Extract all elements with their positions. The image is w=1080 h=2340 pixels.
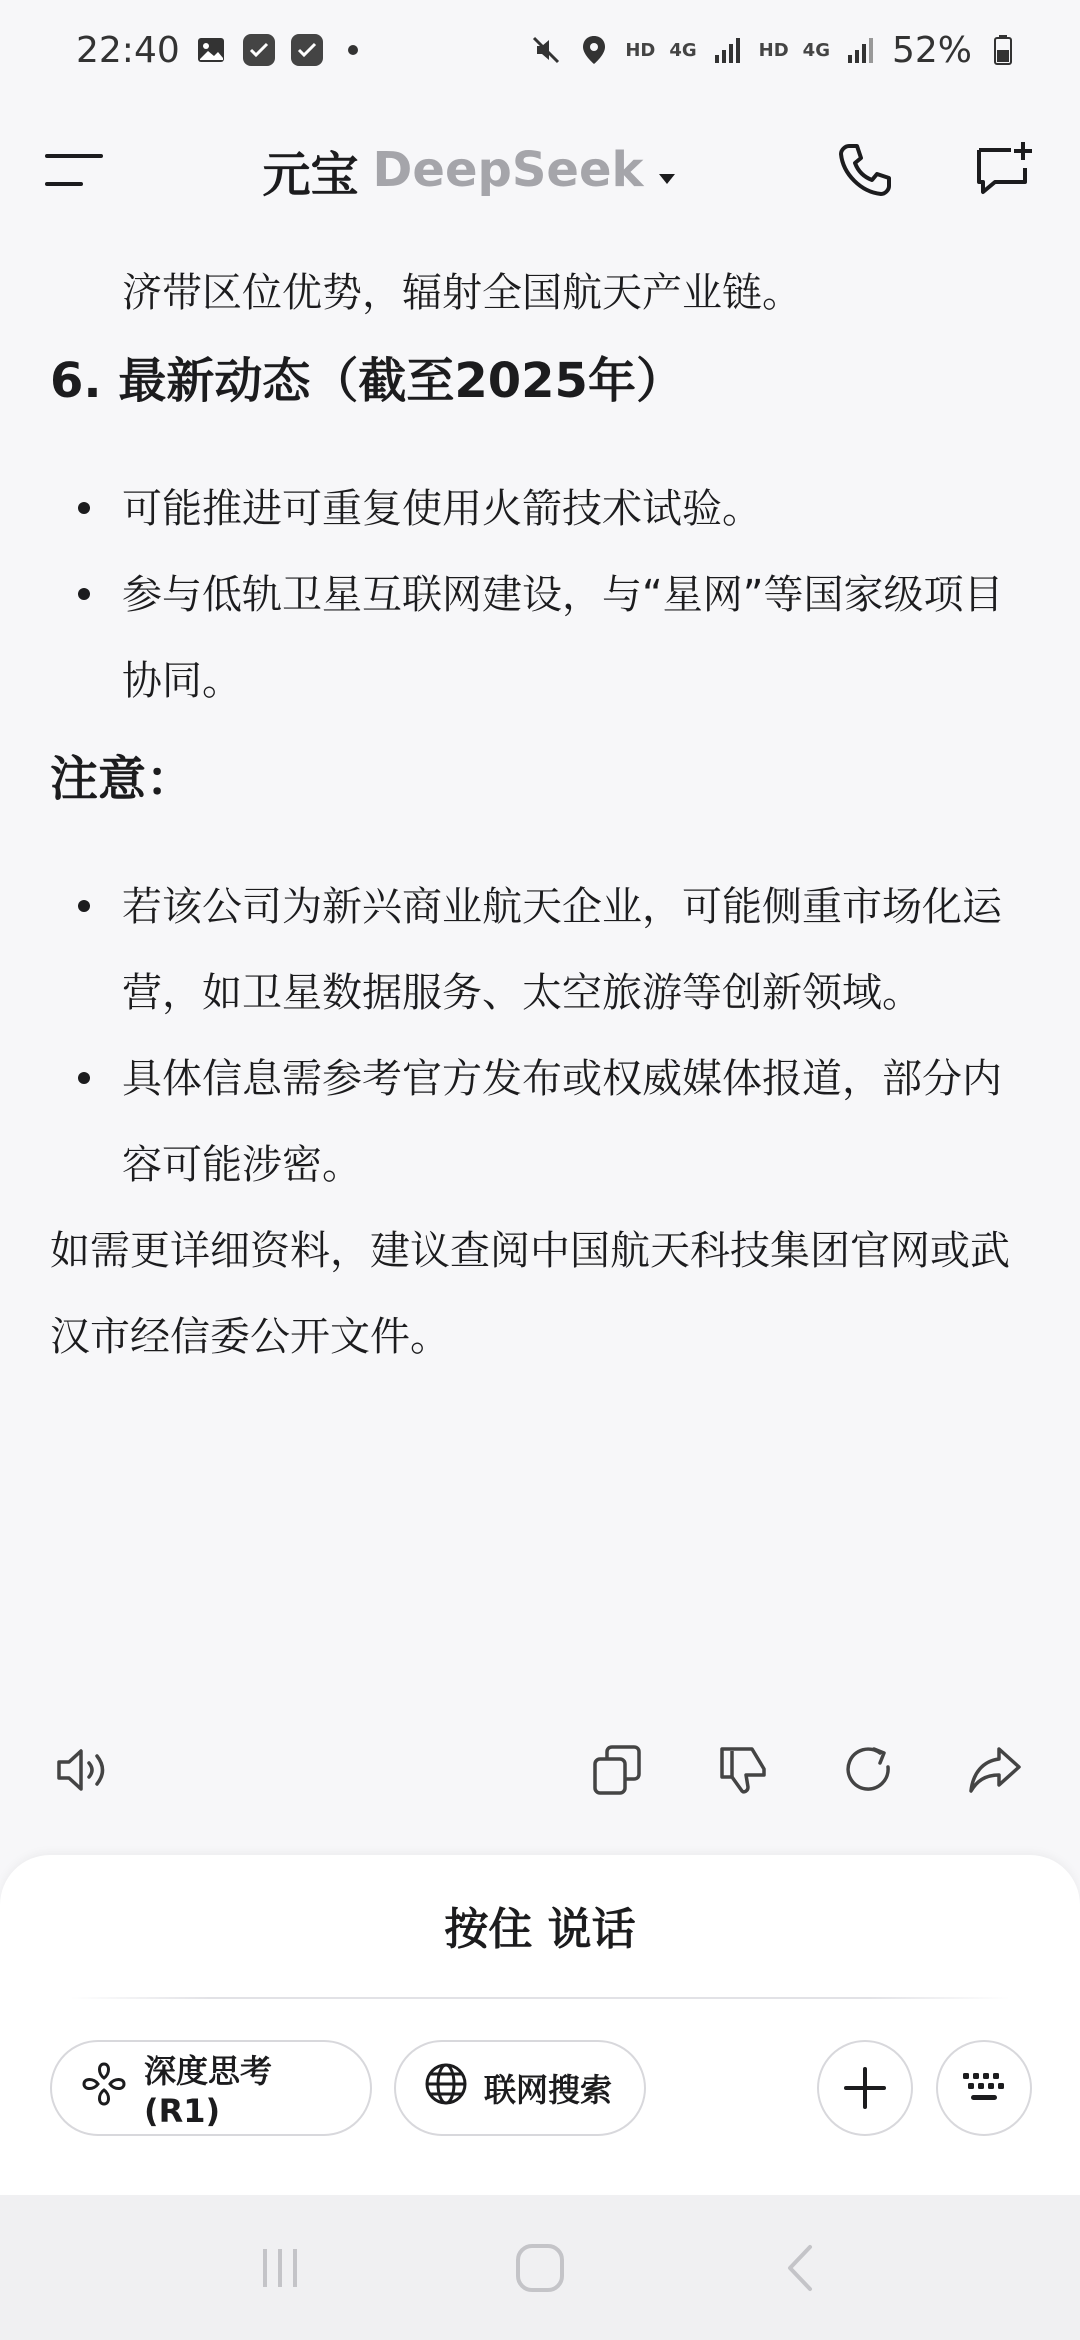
new-chat-button[interactable] — [970, 135, 1040, 205]
list-item: 具体信息需参考官方发布或权威媒体报道，部分内容可能涉密。 — [50, 1036, 1030, 1208]
thumbs-down-button[interactable] — [708, 1735, 778, 1805]
deep-think-toggle[interactable] — [50, 2040, 372, 2136]
plus-icon — [842, 2065, 888, 2111]
battery-percent: 52% — [891, 29, 972, 71]
signal-icon — [844, 33, 878, 67]
hd-label: HD — [758, 39, 789, 61]
share-button[interactable] — [960, 1735, 1030, 1805]
keyboard-icon — [961, 2070, 1007, 2106]
signal-icon — [711, 33, 745, 67]
system-navigation-bar — [0, 2195, 1080, 2340]
location-icon — [577, 33, 611, 67]
app-title: 元宝 — [262, 146, 359, 203]
divider — [70, 1997, 1010, 1999]
list-item: 参与低轨卫星互联网建设，与“星网”等国家级项目协同。 — [50, 552, 1030, 724]
copy-button[interactable] — [582, 1735, 652, 1805]
message-line: 济带区位优势，辐射全国航天产业链。 — [122, 270, 802, 316]
recent-apps-button[interactable] — [245, 2233, 315, 2303]
more-notifications-dot — [348, 45, 358, 55]
top-bar — [0, 110, 1080, 230]
gallery-icon — [194, 33, 228, 67]
globe-icon — [424, 2062, 468, 2114]
model-name: DeepSeek — [372, 142, 644, 198]
bullet-list — [50, 466, 1030, 724]
status-bar — [0, 0, 1080, 100]
hd-label: HD — [625, 39, 656, 61]
app-notification-icon — [290, 33, 324, 67]
web-search-toggle[interactable] — [394, 2040, 646, 2136]
closing-paragraph: 如需更详细资料，建议查阅中国航天科技集团官网或武汉市经信委公开文件。 — [50, 1228, 1010, 1360]
list-item: 若该公司为新兴商业航天企业，可能侧重市场化运营，如卫星数据服务、太空旅游等创新领域。 — [50, 864, 1030, 1036]
home-button[interactable] — [505, 2233, 575, 2303]
app-notification-icon — [242, 33, 276, 67]
bullet-list — [50, 864, 1030, 1208]
phone-call-button[interactable] — [830, 135, 900, 205]
model-selector[interactable] — [263, 136, 678, 205]
battery-icon — [986, 33, 1020, 67]
add-attachment-button[interactable] — [817, 2040, 913, 2136]
section-heading: 6. 最新动态（截至2025年） — [50, 353, 684, 409]
atom-icon — [80, 2060, 128, 2116]
status-time: 22:40 — [76, 29, 180, 71]
read-aloud-button[interactable] — [50, 1735, 120, 1805]
note-heading: 注意： — [50, 751, 195, 807]
chevron-down-icon — [657, 142, 677, 198]
keyboard-input-button[interactable] — [936, 2040, 1032, 2136]
deep-think-label: 深度思考(R1) — [144, 2052, 273, 2130]
assistant-message — [0, 250, 1080, 1830]
hold-to-talk-button[interactable]: 按住 说话 — [444, 1904, 636, 1955]
web-search-label: 联网搜索 — [484, 2071, 613, 2109]
message-actions — [0, 1735, 1080, 1805]
back-button[interactable] — [765, 2233, 835, 2303]
mute-icon — [529, 33, 563, 67]
network-type: 4G — [802, 39, 830, 61]
input-composer — [0, 1855, 1080, 2195]
menu-icon[interactable] — [40, 135, 110, 205]
list-item: 可能推进可重复使用火箭技术试验。 — [50, 466, 1030, 552]
network-type: 4G — [669, 39, 697, 61]
regenerate-button[interactable] — [834, 1735, 904, 1805]
